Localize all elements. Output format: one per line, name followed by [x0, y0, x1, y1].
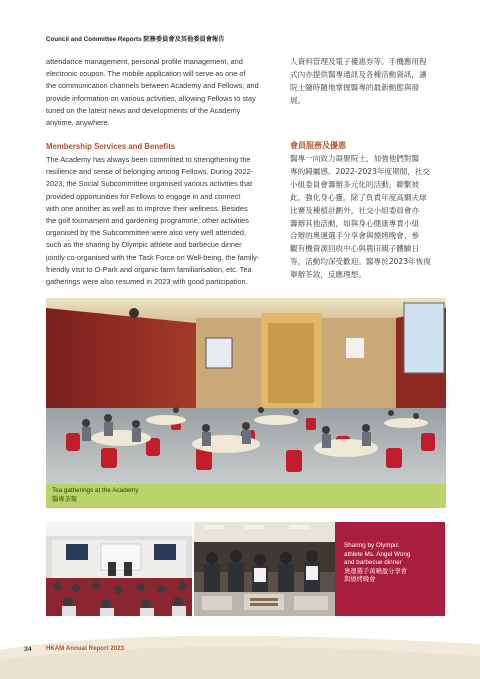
- english-body: [46, 154, 275, 288]
- banquet-hall-photo: [46, 298, 446, 484]
- text-line: 舉辦茶敘，反應理想。: [290, 270, 366, 280]
- caption-line: Sharing by Olympic: [344, 542, 399, 549]
- text-line: 小組委員會籌辦多元化的活動，聯繫彼: [290, 179, 420, 189]
- chinese-intro: [290, 56, 440, 108]
- caption-line: and barbecue dinner: [344, 559, 402, 567]
- olympic-sharing-caption: [335, 522, 445, 616]
- text-line: 合辦的奧運選手分享會與燒烤晚會、參: [290, 231, 420, 241]
- chinese-body: [290, 153, 440, 282]
- text-line: 比賽及種植計劃外，社交小組委員會亦: [290, 205, 420, 215]
- text-line: 展。: [290, 95, 306, 105]
- tea-gathering-caption: [46, 484, 446, 508]
- text-line: 此，強化身心靈。除了負責年度高爾夫球: [290, 192, 427, 202]
- text-line: friendly visit to O-Park and organic farm familiarisation, etc. Tea: [46, 264, 252, 274]
- section-heading-zh: 會員服務及優惠: [290, 141, 346, 150]
- text-line: 醫專一向致力凝聚院士，加強他們對醫: [290, 154, 420, 163]
- text-line: The Academy has always been committed to strengthening the: [46, 155, 251, 164]
- caption-en: Tea gatherings at the Academy: [52, 487, 139, 494]
- caption-line: 與燒烤晚會: [344, 576, 376, 584]
- caption-line: athlete Ms. Angel Wong: [344, 550, 411, 558]
- text-line: 2023, the Social Subcommittee organised various activities that: [46, 179, 253, 189]
- report-title: HKAM Annual Report 2023: [46, 646, 125, 652]
- footer-band: [0, 630, 480, 679]
- barbecue-dinner-photo: [194, 522, 335, 616]
- caption-line: 奧運選手黃曉盈分享會: [344, 567, 407, 575]
- text-line: organised by the Subcommittee were also very well attended,: [46, 228, 247, 238]
- text-line: 籌辦其他活動，如與身心健康專責小組: [290, 218, 420, 228]
- text-line: anytime, anywhere.: [46, 118, 110, 128]
- text-line: provide information on various activities, allowing Fellows to stay: [46, 93, 256, 103]
- text-line: jointly co-organised with the Task Force on Well-being, the family-: [46, 252, 260, 262]
- text-line: the communication channels between Academy and Fellows, and: [46, 81, 259, 91]
- caption-zh: 醫專茶聚: [52, 495, 78, 503]
- page-header: Council and Committee Reports 院務委員會及其他委員會報告: [46, 36, 225, 43]
- text-line: 觀有機資源回收中心與農田親子體驗日: [290, 244, 420, 254]
- text-line: 人資料管理及電子優惠券等。手機應用程: [290, 57, 427, 66]
- english-intro: [46, 56, 275, 129]
- text-line: resilience and sense of belonging among Fellows. During 2022-: [46, 167, 253, 177]
- text-line: 院士隨時隨地掌握醫專的最新動態與發: [290, 82, 420, 92]
- text-line: with one another as well as to improve their wellness. Besides: [46, 203, 248, 213]
- conference-room-photo: [46, 522, 192, 616]
- text-line: electronic coupon. The mobile application will serve as one of: [46, 69, 246, 79]
- text-line: attendance management, personal profile management, and: [46, 57, 243, 66]
- text-line: gatherings were also resumed in 2023 with good participation.: [46, 277, 248, 287]
- text-line: 專的歸屬感。2022-2023年度期間，社交: [290, 166, 431, 176]
- text-line: 式內亦提供醫專通訊及各種活動資訊，讓: [290, 69, 427, 79]
- text-line: such as the sharing by Olympic athlete and barbecue dinner: [46, 240, 242, 250]
- section-heading-en: Membership Services and Benefits: [46, 142, 176, 151]
- page-number: 34: [24, 646, 32, 653]
- text-line: 等，活動均深受歡迎。醫專於2023年恢復: [290, 257, 431, 267]
- text-line: the golf tournament and gardening programme, other activities: [46, 216, 249, 226]
- text-line: provided opportunities for Fellows to engage in and connect: [46, 191, 241, 201]
- text-line: tuned on the latest news and developments of the Academy: [46, 105, 241, 115]
